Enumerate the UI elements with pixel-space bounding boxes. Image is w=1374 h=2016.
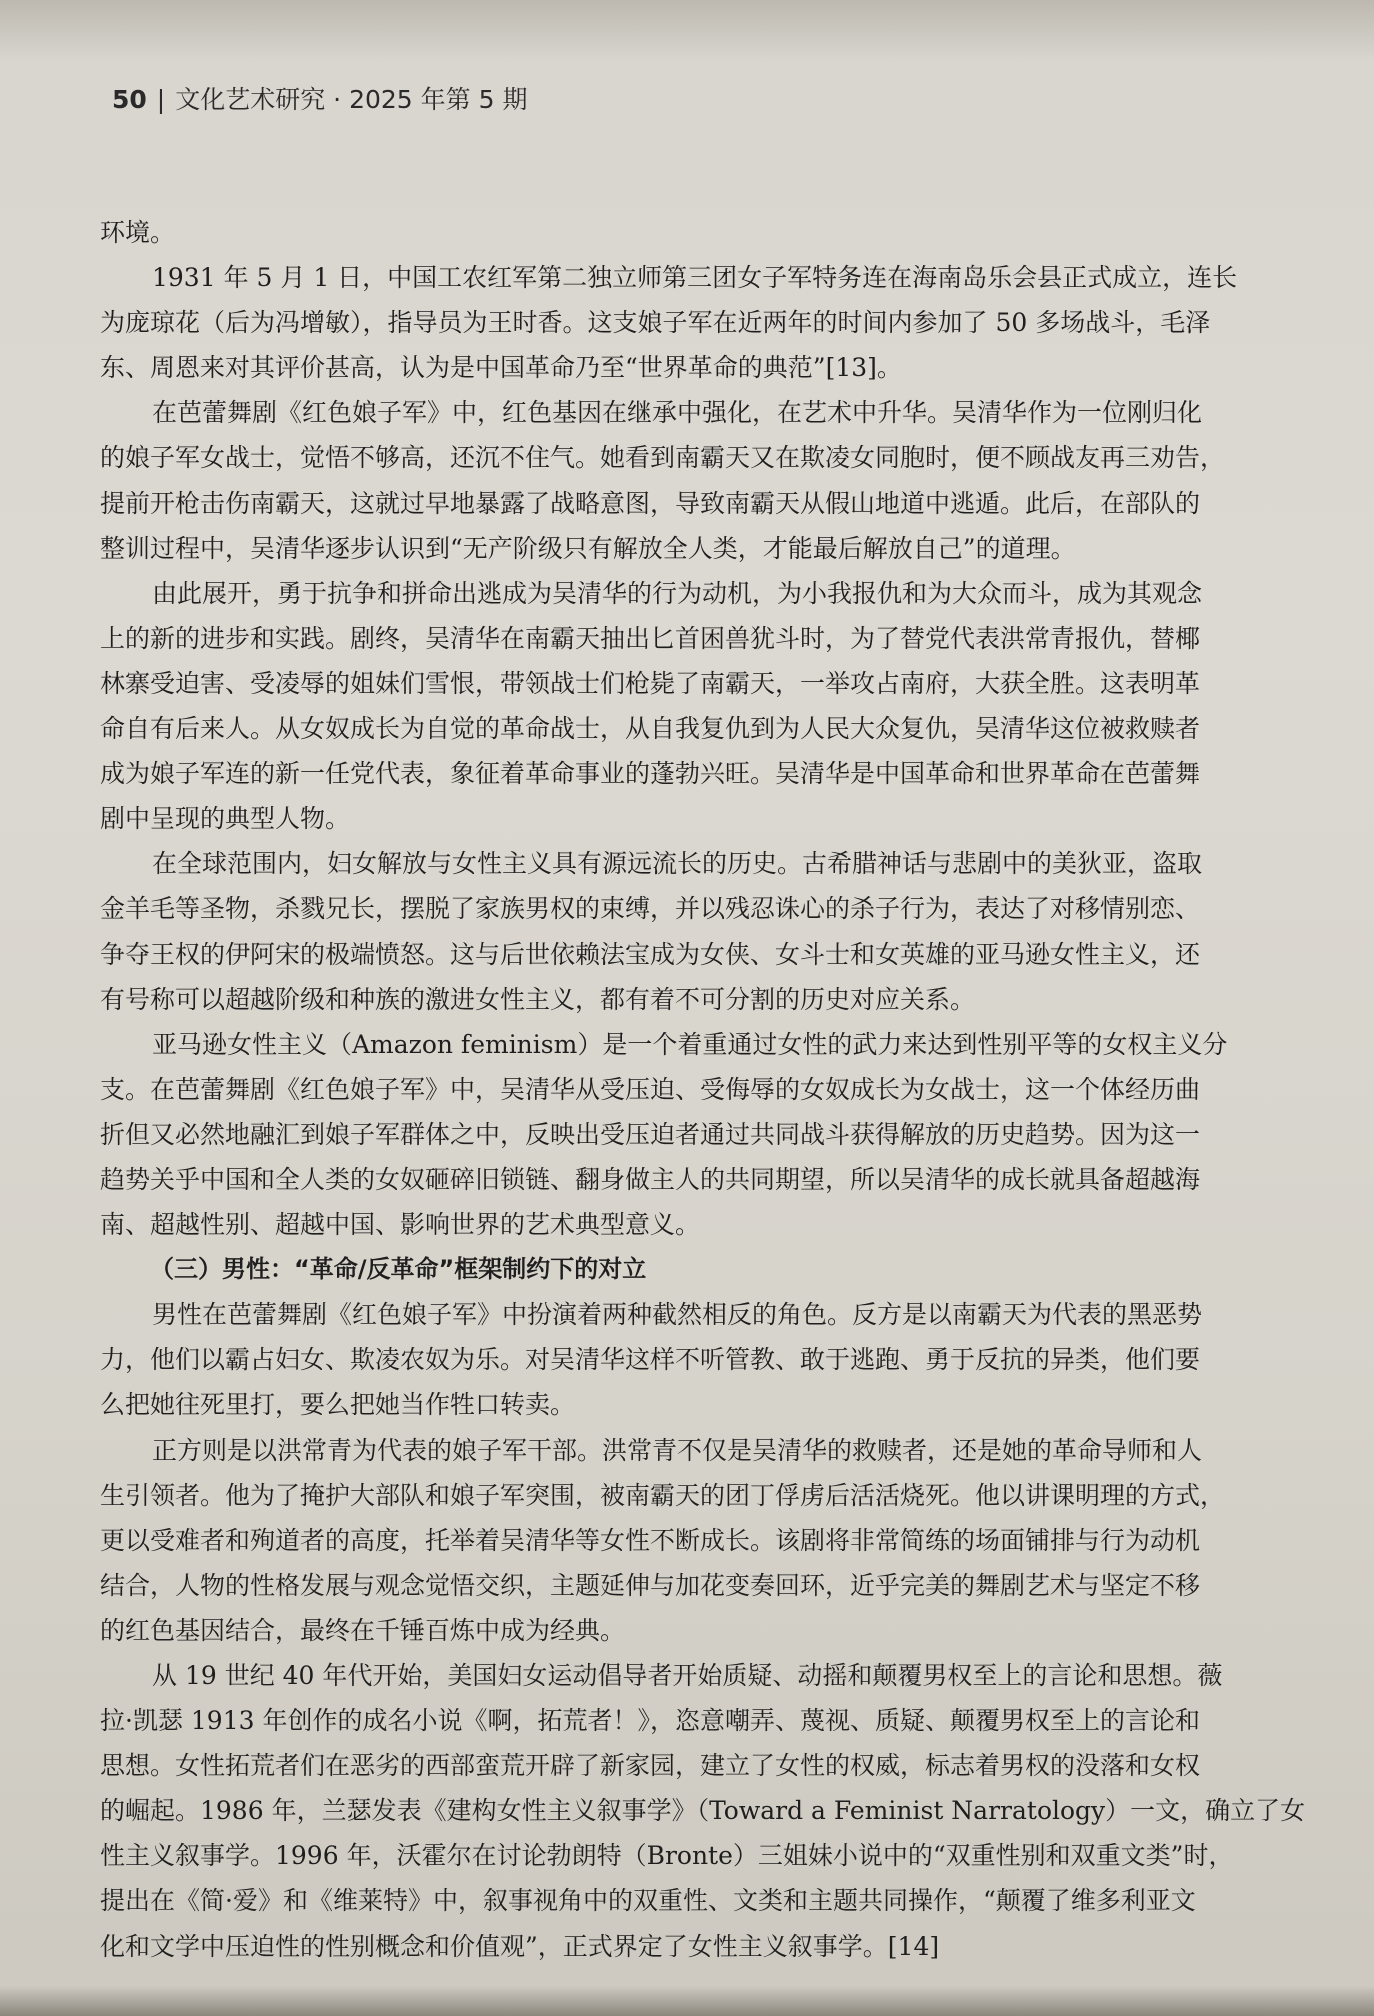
text-line: 由此展开，勇于抗争和拼命出逃成为吴清华的行为动机，为小我报仇和为大众而斗，成为其观念 bbox=[152, 578, 1203, 608]
text-line: 正方则是以洪常青为代表的娘子军干部。洪常青不仅是吴清华的救赎者，还是她的革命导师和人 bbox=[152, 1435, 1203, 1465]
text-line: 成为娘子军连的新一任党代表，象征着革命事业的蓬勃兴旺。吴清华是中国革命和世界革命在芭蕾舞 bbox=[100, 759, 1201, 789]
text-line: 提出在《简·爱》和《维莱特》中，叙事视角中的双重性、文类和主题共同操作，“颠覆了维多利亚文 bbox=[100, 1886, 1196, 1916]
text-line: 林寨受迫害、受凌辱的姐妹们雪恨，带领战士们枪毙了南霸天，一举攻占南府，大获全胜。这表明革 bbox=[100, 668, 1201, 698]
text-line: 思想。女性拓荒者们在恶劣的西部蛮荒开辟了新家园，建立了女性的权威，标志着男权的没落和女权 bbox=[100, 1751, 1201, 1781]
text-line: 金羊毛等圣物，杀戮兄长，摆脱了家族男权的束缚，并以残忍诛心的杀子行为，表达了对移情别恋、 bbox=[100, 894, 1201, 924]
text-line: 东、周恩来对其评价甚高，认为是中国革命乃至“世界革命的典范”[13]。 bbox=[100, 353, 902, 383]
page-number: 50 bbox=[112, 85, 147, 114]
page-shadow-bottom bbox=[0, 1986, 1374, 2016]
text-line: 的崛起。1986 年，兰瑟发表《建构女性主义叙事学》（Toward a Feminist Narratology）一文，确立了女 bbox=[100, 1796, 1306, 1826]
text-line: 的娘子军女战士，觉悟不够高，还沉不住气。她看到南霸天又在欺凌女同胞时，便不顾战友再三劝告， bbox=[100, 443, 1226, 473]
text-line: 化和文学中压迫性的性别概念和价值观”，正式界定了女性主义叙事学。[14] bbox=[100, 1931, 940, 1961]
text-line: 结合，人物的性格发展与观念觉悟交织，主题延伸与加花变奏回环，近乎完美的舞剧艺术与坚定不移 bbox=[100, 1570, 1201, 1600]
section-heading: （三）男性：“革命/反革命”框架制约下的对立 bbox=[150, 1255, 647, 1284]
text-line: 么把她往死里打，要么把她当作牲口转卖。 bbox=[100, 1390, 576, 1420]
body-text bbox=[100, 210, 1315, 1969]
text-line: 争夺王权的伊阿宋的极端愤怒。这与后世依赖法宝成为女侠、女斗士和女英雄的亚马逊女性主义，还 bbox=[100, 939, 1201, 969]
text-line: 整训过程中，吴清华逐步认识到“无产阶级只有解放全人类，才能最后解放自己”的道理。 bbox=[100, 533, 1076, 563]
text-line: 亚马逊女性主义（Amazon feminism）是一个着重通过女性的武力来达到性别平等的女权主义分 bbox=[152, 1029, 1228, 1059]
text-line: 从 19 世纪 40 年代开始，美国妇女运动倡导者开始质疑、动摇和颠覆男权至上的言论和思想。薇 bbox=[152, 1661, 1223, 1690]
text-line: 提前开枪击伤南霸天，这就过早地暴露了战略意图，导致南霸天从假山地道中逃遁。此后，在部队的 bbox=[100, 488, 1201, 518]
text-line: 为庞琼花（后为冯增敏），指导员为王时香。这支娘子军在近两年的时间内参加了 50 多场战斗，毛泽 bbox=[100, 308, 1211, 338]
text-line: 环境。 bbox=[100, 218, 176, 247]
text-line: 性主义叙事学。1996 年，沃霍尔在讨论勃朗特（Bronte）三姐妹小说中的“双重性别和双重文类”时， bbox=[100, 1841, 1234, 1871]
text-line: 剧中呈现的典型人物。 bbox=[100, 804, 351, 834]
text-line: 支。在芭蕾舞剧《红色娘子军》中，吴清华从受压迫、受侮辱的女奴成长为女战士，这一个体经历曲 bbox=[100, 1074, 1201, 1104]
page-shadow-top bbox=[0, 0, 1374, 60]
text-line: 南、超越性别、超越中国、影响世界的艺术典型意义。 bbox=[100, 1210, 701, 1240]
text-line: 的红色基因结合，最终在千锤百炼中成为经典。 bbox=[100, 1615, 626, 1645]
text-line: 1931 年 5 月 1 日，中国工农红军第二独立师第三团女子军特务连在海南岛乐会县正式成立，连长 bbox=[152, 263, 1238, 293]
text-line: 更以受难者和殉道者的高度，托举着吴清华等女性不断成长。该剧将非常简练的场面铺排与行为动机 bbox=[100, 1525, 1201, 1555]
header-divider: | bbox=[156, 85, 166, 114]
text-line: 有号称可以超越阶级和种族的激进女性主义，都有着不可分割的历史对应关系。 bbox=[100, 984, 976, 1014]
running-head bbox=[112, 80, 527, 116]
text-line: 趋势关乎中国和全人类的女奴砸碎旧锁链、翻身做主人的共同期望，所以吴清华的成长就具备超越海 bbox=[100, 1164, 1201, 1194]
text-line: 男性在芭蕾舞剧《红色娘子军》中扮演着两种截然相反的角色。反方是以南霸天为代表的黑恶势 bbox=[152, 1300, 1203, 1330]
text-line: 上的新的进步和实践。剧终，吴清华在南霸天抽出匕首困兽犹斗时，为了替党代表洪常青报仇，替椰 bbox=[100, 623, 1201, 653]
journal-title: 文化艺术研究 · 2025 年第 5 期 bbox=[175, 85, 528, 114]
text-line: 命自有后来人。从女奴成长为自觉的革命战士，从自我复仇到为人民大众复仇，吴清华这位被救赎者 bbox=[100, 714, 1201, 744]
text-line: 拉·凯瑟 1913 年创作的成名小说《啊，拓荒者！》，恣意嘲弄、蔑视、质疑、颠覆男权至上的言论和 bbox=[100, 1706, 1200, 1736]
text-line: 在芭蕾舞剧《红色娘子军》中，红色基因在继承中强化，在艺术中升华。吴清华作为一位刚归化 bbox=[152, 398, 1203, 428]
text-line: 生引领者。他为了掩护大部队和娘子军突围，被南霸天的团丁俘虏后活活烧死。他以讲课明理的方式， bbox=[100, 1480, 1226, 1510]
text-line: 在全球范围内，妇女解放与女性主义具有源远流长的历史。古希腊神话与悲剧中的美狄亚，盗取 bbox=[152, 849, 1203, 879]
text-line: 力，他们以霸占妇女、欺凌农奴为乐。对吴清华这样不听管教、敢于逃跑、勇于反抗的异类，他们要 bbox=[100, 1345, 1201, 1375]
text-line: 折但又必然地融汇到娘子军群体之中，反映出受压迫者通过共同战斗获得解放的历史趋势。因为这一 bbox=[100, 1119, 1201, 1149]
